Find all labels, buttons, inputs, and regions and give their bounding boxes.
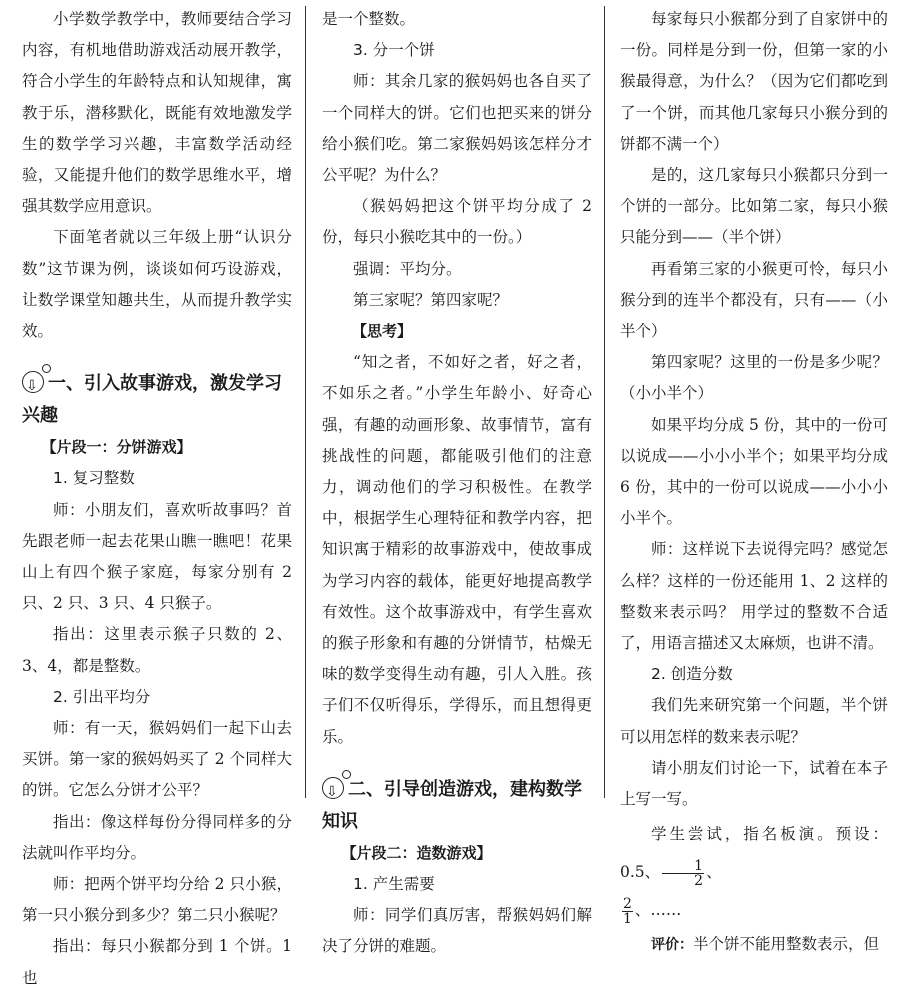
down-arrow-circle-icon [322,777,344,799]
evaluation-label: 评价： [651,937,693,954]
paragraph: （猴妈妈把这个饼平均分成了 2 份，每只小猴吃其中的一份。） [322,197,592,247]
segment-label: 【片段二：造数游戏】 [341,843,492,862]
column-divider [305,6,306,798]
paragraph: 指出：像这样每份分得同样多的分法就叫作平均分。 [22,812,292,862]
paragraph: 第四家呢？这里的一份是多少呢？（小小半个） [620,353,888,403]
fraction-numerator: 2 [623,895,632,912]
paragraph: 师：有一天，猴妈妈们一起下山去买饼。第一家的猴妈妈买了 2 个同样大的饼。它怎么分饼才公平？ [22,719,292,800]
column-3 [620,4,888,961]
fraction [622,897,633,926]
paragraph: 师：把两个饼平均分给 2 只小猴，第一只小猴分到多少？第二只小猴呢？ [22,875,292,925]
subheading: 3. 分一个饼 [353,41,435,60]
section-heading-1 [22,368,292,432]
section-heading-text: 二、引导创造游戏，建构数学知识 [322,778,582,832]
column-1 [22,4,292,994]
paragraph: 我们先来研究第一个问题，半个饼可以用怎样的数来表示呢？ [620,696,888,746]
fraction-denominator: 1 [623,910,632,927]
text: 、…… [634,901,682,920]
subheading: 2. 创造分数 [651,665,733,684]
paragraph: 师：小朋友们，喜欢听故事吗？首先跟老师一起去花果山瞧一瞧吧！花果山上有四个猴子家庭，每家分别有 2 只、2 只、3 只、4 只猴子。 [22,500,292,613]
paragraph: 指出：每只小猴都分到 1 个饼。1 也 [22,937,292,987]
subheading: 1. 复习整数 [53,469,135,488]
paragraph: 指出：这里表示猴子只数的 2、3、4，都是整数。 [22,625,292,675]
paragraph: 下面笔者就以三年级上册“认识分数”这节课为例，谈谈如何巧设游戏，让数学课堂知趣共生，从而提升教学实效。 [22,228,292,341]
fraction-denominator: 2 [694,872,704,889]
paragraph: 第三家呢？第四家呢？ [353,290,509,309]
text: 学生尝试，指名板演。预设：0.5、 [620,825,888,882]
section-heading-2 [322,774,592,838]
paragraph: 师：这样说下去说得完吗？感觉怎么样？这样的一份还能用 1、2 这样的整数来表示吗？ 用学过的整数不合适了，用语言描述又太麻烦，也讲不清。 [620,540,888,653]
paragraph: 如果平均分成 5 份，其中的一份可以说成——小小小半个；如果平均分成 6 份，其中的一份可以说成——小小小小半个。 [620,415,888,528]
segment-label: 【思考】 [352,322,413,341]
down-arrow-circle-icon [22,371,44,393]
text: 、 [706,863,722,882]
paragraph: 师：同学们真厉害，帮猴妈妈们解决了分饼的难题。 [322,906,592,956]
subheading: 1. 产生需要 [353,875,435,894]
paragraph-with-fractions [620,815,888,891]
fraction-numerator: 1 [662,859,704,874]
paragraph: 小学数学教学中，教师要结合学习内容，有机地借助游戏活动展开教学，符合小学生的年龄特点和认知规律，寓教于乐，潜移默化，既能有效地激发学生的数学学习兴趣，丰富数学活动经验，又能提升他们的数学思维水平，增强其数学应用意识。 [22,10,292,216]
paragraph: “知之者，不如好之者，好之者，不如乐之者。”小学生年龄小、好奇心强，有趣的动画形象、故事情节，富有挑战性的问题，都能吸引他们的注意力，调动他们的学习积极性。在教学中，根据学生心理特征和教学内容，把知识寓于精彩的故事游戏中，使故事成为学习内容的载体，能更好地提高教学有效性。这个故事游戏中，有学生喜欢的猴子形象和有趣的分饼情节，枯燥无味的数学变得生动有趣，引人入胜。孩子们不仅听得乐，学得乐，而且想得更乐。 [322,353,592,746]
paragraph: 强调：平均分。 [353,259,462,278]
column-2 [322,4,592,963]
paragraph: 每家每只小猴都分到了自家饼中的一份。同样是分到一份，但第一家的小猴最得意，为什么？（因为它们都吃到了一个饼，而其他几家每只小猴分到的饼都不满一个） [620,10,888,153]
paragraph: 是的，这几家每只小猴都只分到一个饼的一部分。比如第二家，每只小猴只能分到——（半个饼） [620,166,888,247]
paragraph: 请小朋友们讨论一下，试着在本子上写一写。 [620,758,888,809]
text: 半个饼不能用整数表示，但 [693,935,880,954]
column-divider [604,6,605,798]
subheading: 2. 引出平均分 [53,687,151,706]
section-heading-text: 一、引入故事游戏，激发学习兴趣 [22,373,282,427]
paragraph: 是一个整数。 [322,10,416,28]
paragraph: 再看第三家的小猴更可怜，每只小猴分到的连半个都没有，只有——（小半个） [620,259,888,341]
fraction [662,859,704,888]
segment-label: 【片段一：分饼游戏】 [41,438,192,457]
paragraph: 师：其余几家的猴妈妈也各自买了一个同样大的饼。它们也把买来的饼分给小猴们吃。第二家猴妈妈该怎样分才公平呢？为什么？ [322,72,592,185]
paragraph [620,929,888,961]
paragraph-with-fractions [620,891,888,929]
